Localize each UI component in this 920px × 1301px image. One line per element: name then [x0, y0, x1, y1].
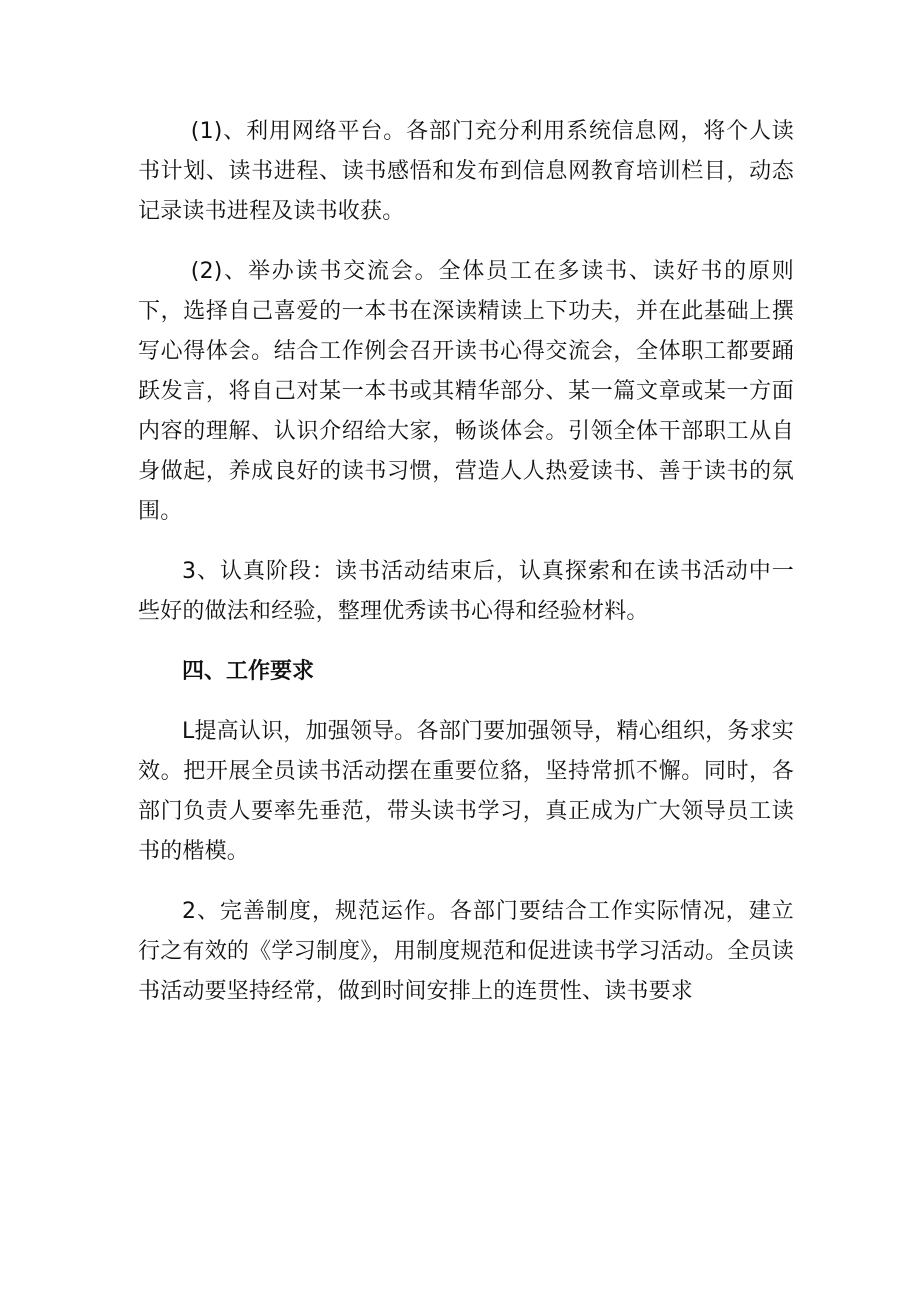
paragraph-summary-stage: 3、认真阶段：读书活动结束后，认真探索和在读书活动中一些好的做法和经验，整理优秀读书心得和经验材料。 [138, 559, 794, 624]
document-body [138, 112, 794, 1012]
paragraph-reading-exchange: (2)、举办读书交流会。全体员工在多读书、读好书的原则下，选择自己喜爱的一本书在深读精读上下功夫，并在此基础上撰写心得体会。结合工作例会召开读书心得交流会，全体职工都要踊跃发言，将自己对某一本书或其精华部分、某一篇文章或某一方面内容的理解、认识介绍给大家，畅谈体会。引领全体干部职工从自身做起，养成良好的读书习惯，营造人人热爱读书、善于读书的氛围。 [138, 259, 794, 524]
paragraph-requirement-awareness: L提高认识，加强领导。各部门要加强领导，精心组织，务求实效。把开展全员读书活动摆在重要位貉，坚持常抓不懈。同时，各部门负责人要率先垂范，带头读书学习，真正成为广大领导员工读书的楷模。 [138, 719, 794, 864]
paragraph-requirement-system: 2、完善制度，规范运作。各部门要结合工作实际情况，建立行之有效的《学习制度》，用制度规范和促进读书学习活动。全员读书活动要坚持经常，做到时间安排上的连贯性、读书要求 [138, 899, 794, 1004]
section-heading-work-requirements: 四、工作要求 [182, 659, 315, 684]
paragraph-network-platform: (1)、利用网络平台。各部门充分利用系统信息网，将个人读书计划、读书进程、读书感悟和发布到信息网教育培训栏目，动态记录读书进程及读书收获。 [138, 119, 794, 224]
